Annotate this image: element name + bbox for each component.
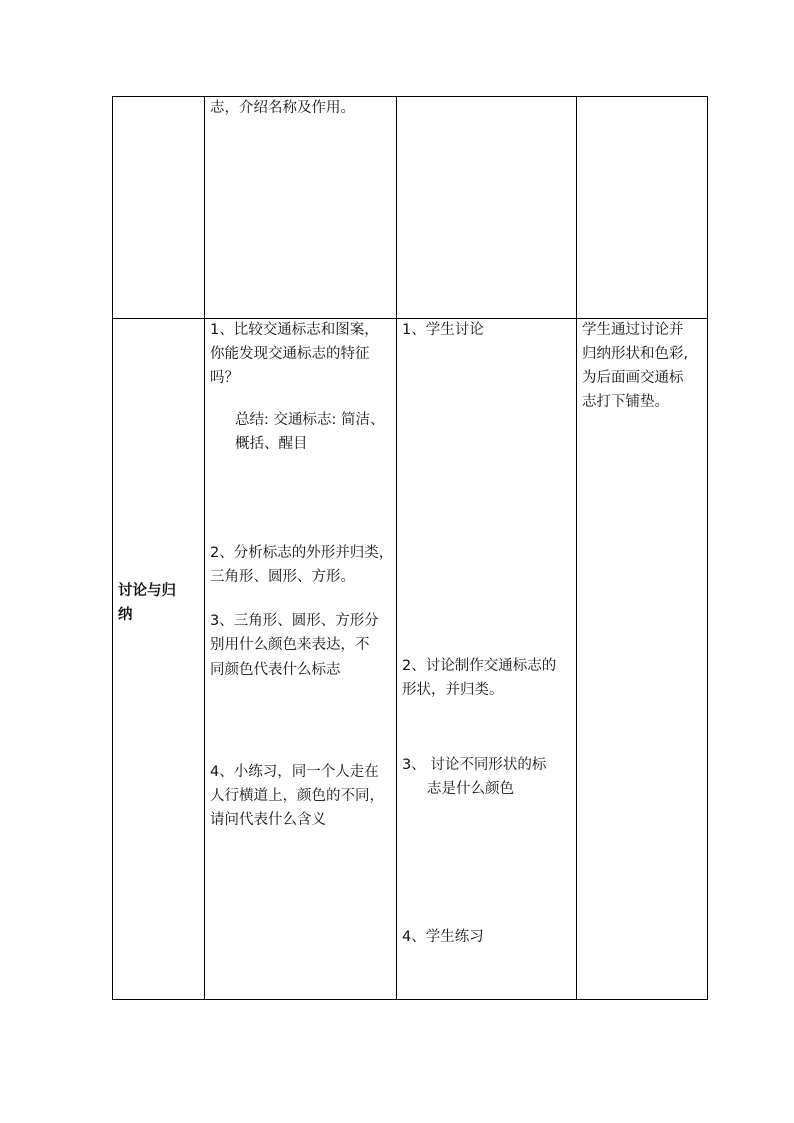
student-4: 4、学生练习	[402, 929, 484, 945]
student-2-line-1: 2、讨论制作交通标志的	[402, 658, 557, 674]
q1-line-2: 你能发现交通标志的特征	[210, 346, 370, 362]
table-border	[113, 97, 708, 1000]
q3-line-3: 同颜色代表什么标志	[210, 662, 341, 678]
intent-line-3: 为后面画交通标	[582, 370, 684, 386]
intent-line-1: 学生通过讨论并	[582, 322, 684, 338]
q1-line-1: 1、比较交通标志和图案，	[210, 322, 379, 338]
q1-line-3: 吗？	[210, 370, 239, 386]
q2-line-2: 三角形、圆形、方形。	[210, 569, 355, 585]
q4-line-1: 4、小练习，同一个人走在	[210, 764, 379, 780]
student-2-line-2: 形状，并归类。	[402, 682, 504, 698]
summary-line-2: 概括、醒目	[235, 436, 308, 452]
q4-line-2: 人行横道上，颜色的不同，	[210, 788, 384, 804]
section-label-line-1: 讨论与归	[118, 583, 176, 599]
q3-line-1: 3、三角形、圆形、方形分	[210, 613, 379, 629]
student-3-line-1: 3、 讨论不同形状的标	[402, 757, 547, 773]
summary-line-1: 总结: 交通标志: 简洁、	[235, 412, 385, 428]
section-label-line-2: 纳	[118, 607, 133, 623]
q4-line-3: 请问代表什么含义	[210, 812, 326, 828]
intent-line-2: 归纳形状和色彩,	[582, 346, 689, 362]
student-3-line-2: 志是什么颜色	[427, 781, 514, 797]
row1-teacher-text: 志，介绍名称及作用。	[210, 100, 355, 116]
intent-line-4: 志打下铺垫。	[582, 394, 669, 410]
student-1: 1、学生讨论	[402, 322, 484, 338]
q2-line-1: 2、分析标志的外形并归类，	[210, 545, 394, 561]
q3-line-2: 别用什么颜色来表达，不	[210, 637, 370, 653]
